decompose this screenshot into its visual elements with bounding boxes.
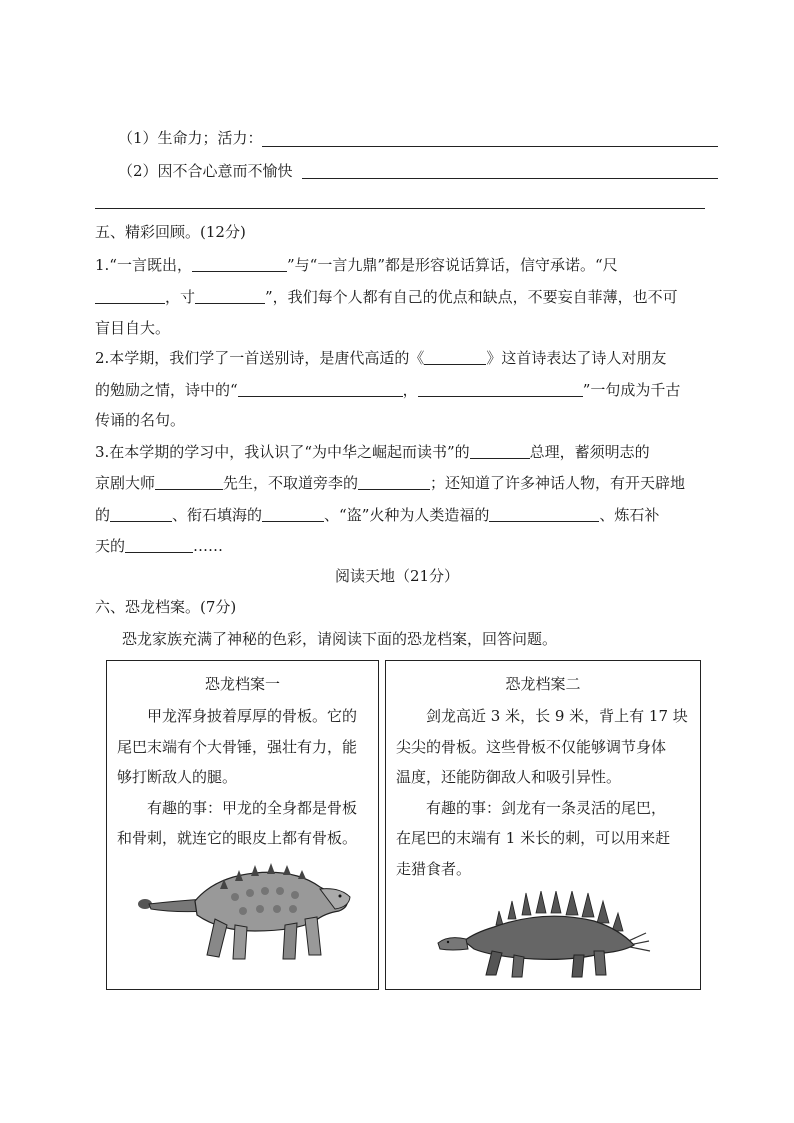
dino-card-2-line-4: 有趣的事：剑龙有一条灵活的尾巴， (426, 799, 667, 817)
dino-card-2-line-1: 剑龙高近 3 米，长 9 米，背上有 17 块 (426, 707, 688, 725)
vocab-item-2 (118, 161, 293, 181)
dino-card-1-line-4: 有趣的事：甲龙的全身都是骨板 (147, 799, 358, 817)
q2-line-1: 2.本学期，我们学了一首送别诗，是唐代高适的《 》这首诗表达了诗人对朋友 (95, 349, 667, 367)
q1-line-3: 盲目自大。 (95, 319, 171, 337)
blank-q3-4[interactable] (110, 507, 172, 522)
dino-card-2-line-3: 温度，还能防御敌人和吸引异性。 (396, 768, 622, 786)
answer-line-vocab-2b[interactable] (95, 208, 705, 209)
ankylosaurus-illustration (135, 859, 355, 969)
dino-card-2-line-6: 走猎食者。 (396, 860, 472, 878)
vocab-item-1 (118, 128, 263, 148)
section5-title: 五、精彩回顾。(12分) (95, 223, 246, 241)
blank-q1-1[interactable] (192, 257, 287, 272)
blank-q3-6[interactable] (489, 507, 599, 522)
blank-q2-3[interactable] (418, 382, 583, 397)
blank-q3-1[interactable] (470, 444, 530, 459)
blank-q1-3[interactable] (195, 289, 265, 304)
dino-card-1-line-2: 尾巴末端有个大骨锤，强壮有力，能 (117, 738, 358, 756)
q1-line-1: 1.“一言既出， ”与“一言九鼎”都是形容说话算话，信守承诺。“尺 (95, 256, 618, 274)
dino-card-1-line-1: 甲龙浑身披着厚厚的骨板。它的 (147, 707, 358, 725)
dino-card-2-line-2: 尖尖的骨板。这些骨板不仅能够调节身体 (396, 738, 667, 756)
stegosaurus-illustration (434, 891, 654, 981)
blank-q2-2[interactable] (238, 382, 403, 397)
vocab-item-1-label: （1）生命力；活力： (118, 129, 263, 147)
answer-line-vocab-1[interactable] (262, 146, 718, 147)
blank-q1-2[interactable] (95, 289, 165, 304)
blank-q3-5[interactable] (262, 507, 324, 522)
q3-line-4: 天的 …… (95, 537, 224, 555)
dino-card-1-title: 恐龙档案一 (204, 675, 280, 693)
dino-card-1-line-3: 够打断敌人的腿。 (117, 768, 238, 786)
q3-line-1: 3.在本学期的学习中，我认识了“为中华之崛起而读书”的 总理，蓄须明志的 (95, 443, 650, 461)
dino-card-1 (106, 660, 379, 990)
dino-card-2 (385, 660, 701, 990)
q3-line-3: 的 、衔石填海的 、“盗”火种为人类造福的 、炼石补 (95, 506, 660, 524)
section6-title: 六、恐龙档案。(7分) (95, 598, 237, 616)
blank-q3-2[interactable] (155, 475, 223, 490)
vocab-item-2-label: （2）因不合心意而不愉快 (118, 162, 293, 180)
dino-card-2-title: 恐龙档案二 (505, 675, 581, 693)
q1-line-2: ，寸 ”，我们每个人都有自己的优点和缺点，不要妄自菲薄，也不可 (95, 287, 678, 307)
q2-line-2: 的勉励之情，诗中的“ ， ”一句成为千古 (95, 381, 681, 399)
section6-intro: 恐龙家族充满了神秘的色彩，请阅读下面的恐龙档案，回答问题。 (122, 630, 558, 648)
blank-q2-1[interactable] (424, 350, 486, 365)
q2-line-3: 传诵的名句。 (95, 411, 186, 429)
reading-section-title: 阅读天地（21分） (334, 567, 460, 585)
dino-card-2-line-5: 在尾巴的末端有 1 米长的刺，可以用来赶 (396, 829, 671, 847)
blank-q3-7[interactable] (125, 538, 193, 553)
blank-q3-3[interactable] (358, 475, 430, 490)
answer-line-vocab-2[interactable] (302, 178, 718, 179)
dino-card-1-line-5: 和骨刺，就连它的眼皮上都有骨板。 (117, 829, 358, 847)
q3-line-2: 京剧大师 先生，不取道旁李的 ；还知道了许多神话人物，有开天辟地 (95, 474, 686, 492)
